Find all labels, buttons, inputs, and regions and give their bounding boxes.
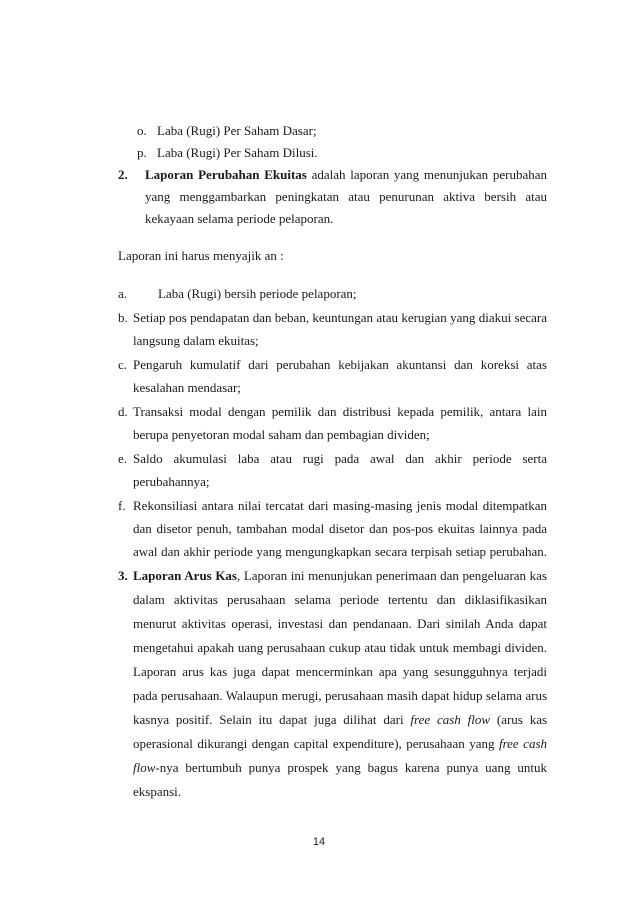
page-number: 14 <box>312 836 326 848</box>
section-2-line-3: kekayaan selama periode pelaporan. <box>145 211 334 226</box>
list-item-a-line-1: Laba (Rugi) bersih periode pelaporan; <box>158 286 357 301</box>
text-run: operasional dikurangi dengan capital expenditure), perusahaan yang <box>133 736 495 751</box>
list-item-b-line-2: langsung dalam ekuitas; <box>133 333 259 348</box>
list-item-d-line-2: berupa penyetoran modal saham dan pembagian dividen; <box>133 427 430 442</box>
list-item-text: Laba (Rugi) Per Saham Dasar; <box>157 123 317 138</box>
section-3-line-9 <box>133 760 547 776</box>
text-run: kasnya positif. Selain itu dapat juga dilihat dari <box>133 712 404 727</box>
list-item-f-line-1: Rekonsiliasi antara nilai tercatat dari masing-masing jenis modal ditempatkan <box>133 498 547 513</box>
text-run: -nya bertumbuh punya prospek yang bagus karena punya uang untuk <box>155 760 547 775</box>
section-2-line-2: yang menggambarkan peningkatan atau penurunan aktiva bersih atau <box>145 189 547 204</box>
section-2-marker: 2. <box>118 167 128 182</box>
section-3-line-4: mengetahui apakah uang perusahaan cukup atau tidak untuk membagi dividen. <box>133 640 547 655</box>
section-3-heading: Laporan Arus Kas <box>133 568 237 583</box>
section-3-marker: 3. <box>118 568 128 583</box>
list-marker-d: d. <box>118 404 128 419</box>
list-item-f-line-2: dan disetor penuh, tambahan modal disetor dan pos-pos ekuitas lainnya pada <box>133 521 547 536</box>
list-item-d-line-1: Transaksi modal dengan pemilik dan distribusi kepada pemilik, antara lain <box>133 404 547 419</box>
section-3-line-2: dalam aktivitas perusahaan selama periode tertentu dan diklasifikasikan <box>133 592 547 607</box>
list-marker-e: e. <box>118 451 128 466</box>
section-3-line-7 <box>133 712 547 728</box>
list-item-e-line-2: perubahannya; <box>133 474 210 489</box>
list-item-f-line-3: awal dan akhir periode yang mengungkapkan secara terpisah setiap perubahan. <box>133 544 547 559</box>
list-item-e-line-1: Saldo akumulasi laba atau rugi pada awal dan akhir periode serta <box>133 451 547 466</box>
section-3-line-5: Laporan arus kas juga dapat mencerminkan apa yang sesungguhnya terjadi <box>133 664 547 679</box>
list-item-c-line-2: kesalahan mendasar; <box>133 380 241 395</box>
list-item-o <box>137 123 317 139</box>
section-2-line-1 <box>145 167 547 183</box>
list-item-c-line-1: Pengaruh kumulatif dari perubahan kebijakan akuntansi dan koreksi atas <box>133 357 547 372</box>
section-2-text: adalah laporan yang menunjukan perubahan <box>311 167 548 182</box>
section-2-heading: Laporan Perubahan Ekuitas <box>145 167 307 182</box>
section-3-text: , Laporan ini menunjukan penerimaan dan pengeluaran kas <box>237 568 547 583</box>
list-marker-c: c. <box>118 357 128 372</box>
list-marker: p. <box>137 145 147 160</box>
section-3-line-6: pada perusahaan. Walaupun merugi, perusahaan masih dapat hidup selama arus <box>133 688 547 703</box>
list-marker-f: f. <box>118 498 126 513</box>
intro-text: Laporan ini harus menyajik an : <box>118 248 284 263</box>
text-run: (arus kas <box>496 712 548 727</box>
list-marker: o. <box>137 123 147 138</box>
section-3-line-10: ekspansi. <box>133 784 182 799</box>
list-item-text: Laba (Rugi) Per Saham Dilusi. <box>157 145 318 160</box>
section-3-line-1 <box>133 568 547 584</box>
section-3-line-8 <box>133 736 547 752</box>
italic-term: free cash <box>498 736 548 751</box>
italic-term: free cash flow <box>410 712 491 727</box>
list-item-b-line-1: Setiap pos pendapatan dan beban, keuntungan atau kerugian yang diakui secara <box>133 310 547 325</box>
section-3-line-3: menurut aktivitas operasi, investasi dan pendanaan. Dari sinilah Anda dapat <box>133 616 547 631</box>
list-item-p <box>137 145 318 161</box>
italic-term: flow <box>133 760 156 775</box>
list-marker-b: b. <box>118 310 128 325</box>
list-marker-a: a. <box>118 286 128 301</box>
